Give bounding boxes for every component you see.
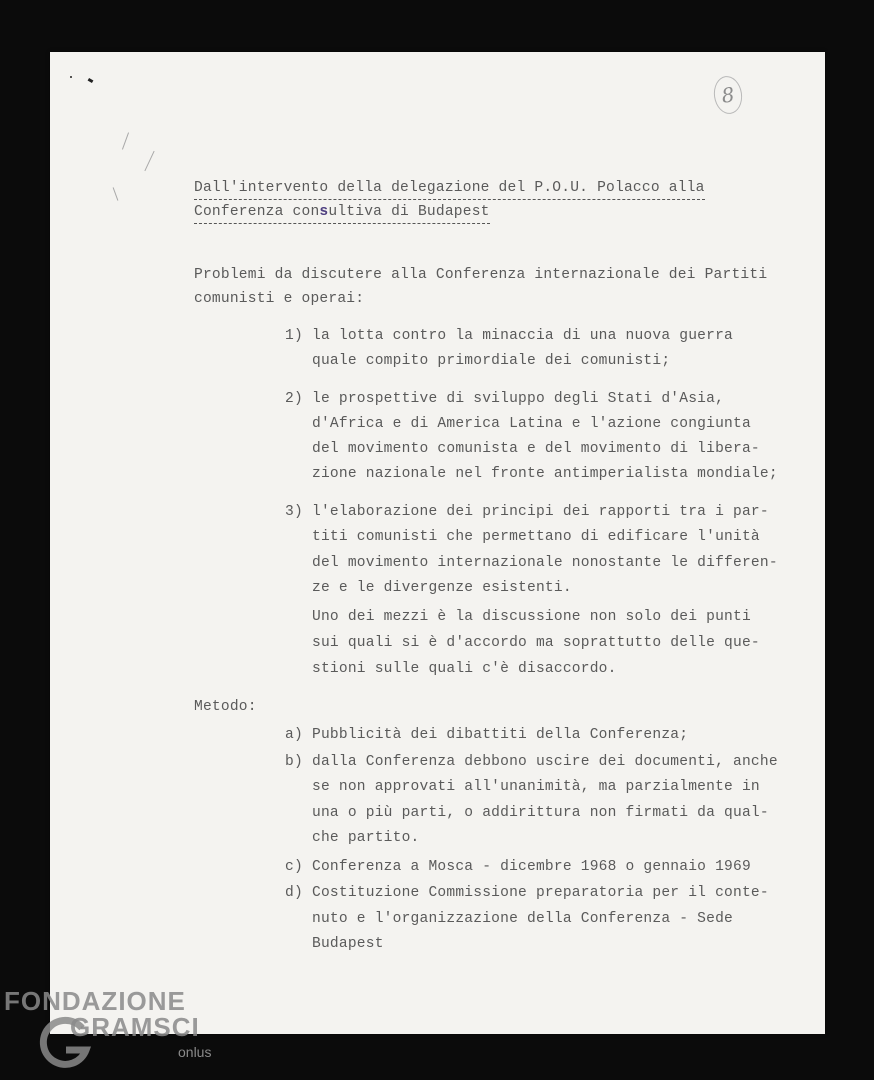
problem-3-line: Uno dei mezzi è la discussione non solo dei punti	[312, 609, 751, 625]
title-line-2-start: Conferenza con	[194, 204, 320, 220]
watermark-line-1: FONDAZIONE	[4, 986, 186, 1016]
method-c-line: Conferenza a Mosca - dicembre 1968 o gennaio 1969	[312, 859, 751, 875]
title-line-1: Dall'intervento della delegazione del P.O.U. Polacco alla	[194, 180, 705, 200]
problem-1-marker: 1)	[285, 328, 303, 344]
intro-line-2: comunisti e operai:	[194, 291, 365, 307]
document-page	[50, 52, 825, 1034]
method-c-marker: c)	[285, 859, 303, 875]
problem-2-line: le prospettive di sviluppo degli Stati d'Asia,	[312, 391, 725, 407]
problem-3-line: l'elaborazione dei principi dei rapporti tra i par-	[312, 504, 769, 520]
problem-3-marker: 3)	[285, 504, 303, 520]
problem-3-line: stioni sulle quali c'è disaccordo.	[312, 661, 617, 677]
problem-2-line: zione nazionale nel fronte antimperialista mondiale;	[312, 466, 778, 482]
method-b-marker: b)	[285, 754, 303, 770]
handwritten-correction: s	[319, 204, 329, 220]
pencil-mark	[113, 187, 119, 200]
problem-2-marker: 2)	[285, 391, 303, 407]
ink-dot	[70, 76, 72, 78]
problem-2-line: del movimento comunista e del movimento di libera-	[312, 441, 760, 457]
method-b-line: dalla Conferenza debbono uscire dei documenti, anche	[312, 754, 778, 770]
title-line-2-end: ultiva di Budapest	[328, 204, 490, 220]
method-b-line: una o più parti, o addirittura non firmati da qual-	[312, 805, 769, 821]
fondazione-gramsci-watermark	[4, 986, 224, 1076]
method-d-line: nuto e l'organizzazione della Conferenza - Sede	[312, 911, 734, 927]
title-line-2	[194, 204, 490, 224]
method-a-marker: a)	[285, 727, 303, 743]
method-d-line: Budapest	[312, 936, 384, 952]
problem-1-line: la lotta contro la minaccia di una nuova guerra	[312, 328, 734, 344]
method-heading: Metodo:	[194, 699, 257, 715]
problem-3-line: titi comunisti che permettano di edificare l'unità	[312, 529, 760, 545]
ink-mark	[88, 78, 94, 83]
method-a-line: Pubblicità dei dibattiti della Conferenza;	[312, 727, 689, 743]
pencil-mark	[144, 151, 154, 171]
method-d-marker: d)	[285, 885, 303, 901]
problem-3-line: sui quali si è d'accordo ma soprattutto delle que-	[312, 635, 760, 651]
problem-3-line: ze e le divergenze esistenti.	[312, 580, 572, 596]
watermark-line-2: GRAMSCI	[70, 1012, 200, 1042]
problem-2-line: d'Africa e di America Latina e l'azione congiunta	[312, 416, 751, 432]
page-number: 8	[711, 74, 744, 116]
method-b-line: se non approvati all'unanimità, ma parzialmente in	[312, 779, 760, 795]
intro-line-1: Problemi da discutere alla Conferenza internazionale dei Partiti	[194, 267, 768, 283]
problem-3-line: del movimento internazionale nonostante le differen-	[312, 555, 778, 571]
watermark-suffix: onlus	[178, 1044, 212, 1060]
method-b-line: che partito.	[312, 830, 420, 846]
method-d-line: Costituzione Commissione preparatoria per il conte-	[312, 885, 769, 901]
problem-1-line: quale compito primordiale dei comunisti;	[312, 353, 671, 369]
pencil-mark	[122, 132, 129, 149]
